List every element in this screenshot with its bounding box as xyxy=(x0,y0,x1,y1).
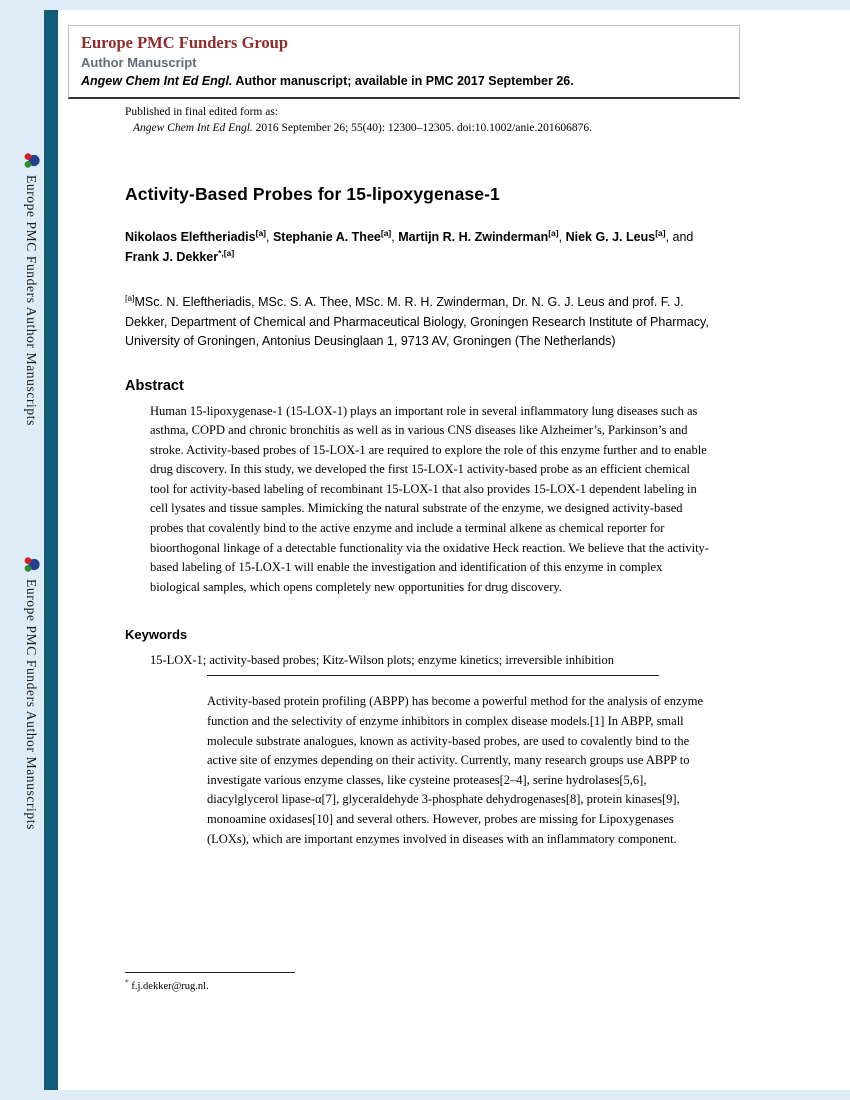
europe-pmc-logo-icon xyxy=(23,152,40,169)
author-manuscript-label: Author Manuscript xyxy=(81,55,197,70)
author-name: Niek G. J. Leus xyxy=(565,230,656,244)
sidebar-watermark-text: Europe PMC Funders Author Manuscripts xyxy=(24,175,39,426)
author-superscript: [a] xyxy=(655,227,666,238)
availability-text: Author manuscript; available in PMC 2017 September 26. xyxy=(232,74,574,88)
citation-line xyxy=(133,121,850,136)
abstract-heading: Abstract xyxy=(125,377,184,394)
footnote-divider xyxy=(125,972,295,973)
author-superscript: [a] xyxy=(548,227,559,238)
author-name: Frank J. Dekker xyxy=(125,250,219,264)
funders-group-heading: Europe PMC Funders Group xyxy=(81,33,289,52)
affiliation-text: MSc. N. Eleftheriadis, MSc. S. A. Thee, MSc. M. R. H. Zwinderman, Dr. N. G. J. Leus and prof. F. J. Dekker, Department of Chemical and Pharmaceutical Biology, Groningen Research Institute of Pharmacy, University of Groningen, Antonius Deusinglaan 1, 9713 AV, Groningen (The Netherlands) xyxy=(125,295,709,348)
author-separator: , xyxy=(558,230,566,244)
author-name: Martijn R. H. Zwinderman xyxy=(398,230,549,244)
sidebar-watermark-bottom xyxy=(20,556,42,830)
journal-abbrev: Angew Chem Int Ed Engl. xyxy=(81,74,233,88)
author-superscript: [a] xyxy=(380,227,392,238)
author-separator: , xyxy=(266,230,273,244)
affiliation xyxy=(125,293,723,352)
manuscript-content xyxy=(58,10,850,1090)
author-superscript: [a] xyxy=(255,227,266,238)
author-superscript: *,[a] xyxy=(218,247,235,258)
affiliation-superscript: [a] xyxy=(125,292,135,303)
footnote xyxy=(125,972,295,992)
published-as-label: Published in final edited form as: xyxy=(125,106,278,118)
abstract-text: Human 15-lipoxygenase-1 (15-LOX-1) plays an important role in several inflammatory lung diseases such as asthma, COPD and chronic bronchitis as well as in various CNS diseases like Alzheimer’s, Parkinson’s and stroke. Activity-based probes of 15-LOX-1 are required to explore the role of this enzyme further and to enable drug discovery. In this study, we developed the first 15-LOX-1 activity-based probe as an efficient chemical tool for activity-based labeling of recombinant 15-LOX-1 that also provides 15-LOX-1 dependent labeling in cell lysates and tissue samples. Mimicking the natural substrate of the enzyme, we designed activity-based probes that covalently bind to the active enzyme and include a terminal alkene as chemical reporter for bioorthogonal linkage of a detectable functionality via the oxidative Heck reaction. We believe that the activity-based labeling of 15-LOX-1 will enable the investigation and identification of this enzyme in complex biological samples, which opens completely new opportunities for drug discovery. xyxy=(150,403,709,594)
keywords-heading: Keywords xyxy=(125,627,188,643)
pmc-availability-line xyxy=(81,74,729,89)
author-separator: , and xyxy=(665,230,694,244)
footnote-text xyxy=(125,977,295,992)
europe-pmc-logo-icon xyxy=(23,556,40,573)
author-list xyxy=(125,227,725,267)
footnote-email: f.j.dekker@rug.nl. xyxy=(131,981,209,992)
sidebar-watermark-top xyxy=(20,152,42,426)
article-title: Activity-Based Probes for 15-lipoxygenase-1 xyxy=(125,184,500,204)
author-name: Nikolaos Eleftheriadis xyxy=(125,230,256,244)
sidebar-watermark-text: Europe PMC Funders Author Manuscripts xyxy=(24,579,39,830)
footnote-marker: * xyxy=(125,977,129,987)
keywords-text: 15-LOX-1; activity-based probes; Kitz-Wilson plots; enzyme kinetics; irreversible inhibition xyxy=(150,653,614,668)
manuscript-header-box xyxy=(68,25,740,99)
citation-journal: Angew Chem Int Ed Engl. xyxy=(133,122,253,134)
citation-details: 2016 September 26; 55(40): 12300–12305. doi:10.1002/anie.201606876. xyxy=(252,122,592,134)
keywords-divider xyxy=(207,675,659,676)
author-name: Stephanie A. Thee xyxy=(272,230,381,244)
sidebar-divider-bar xyxy=(44,10,58,1090)
body-paragraph: Activity-based protein profiling (ABPP) has become a powerful method for the analysis of enzyme function and the selectivity of enzyme inhibitors in complex disease models.[1] In ABPP, small molecule substrate analogues, known as activity-based probes, are used to covalently bind to the active site of enzymes depending on their activity. Currently, many research groups use ABPP to investigate various enzyme classes, like cysteine proteases[2–4], serine hydrolases[5,6], diacylglycerol lipase-α[7], glyceraldehyde 3-phosphate dehydrogenases[8], protein kinases[9], monoamine oxidases[10] and several others. However, probes are missing for Lipoxygenases (LOXs), which are important enzymes involved in diseases with an inflammatory component. xyxy=(207,694,704,846)
author-separator: , xyxy=(391,230,399,244)
